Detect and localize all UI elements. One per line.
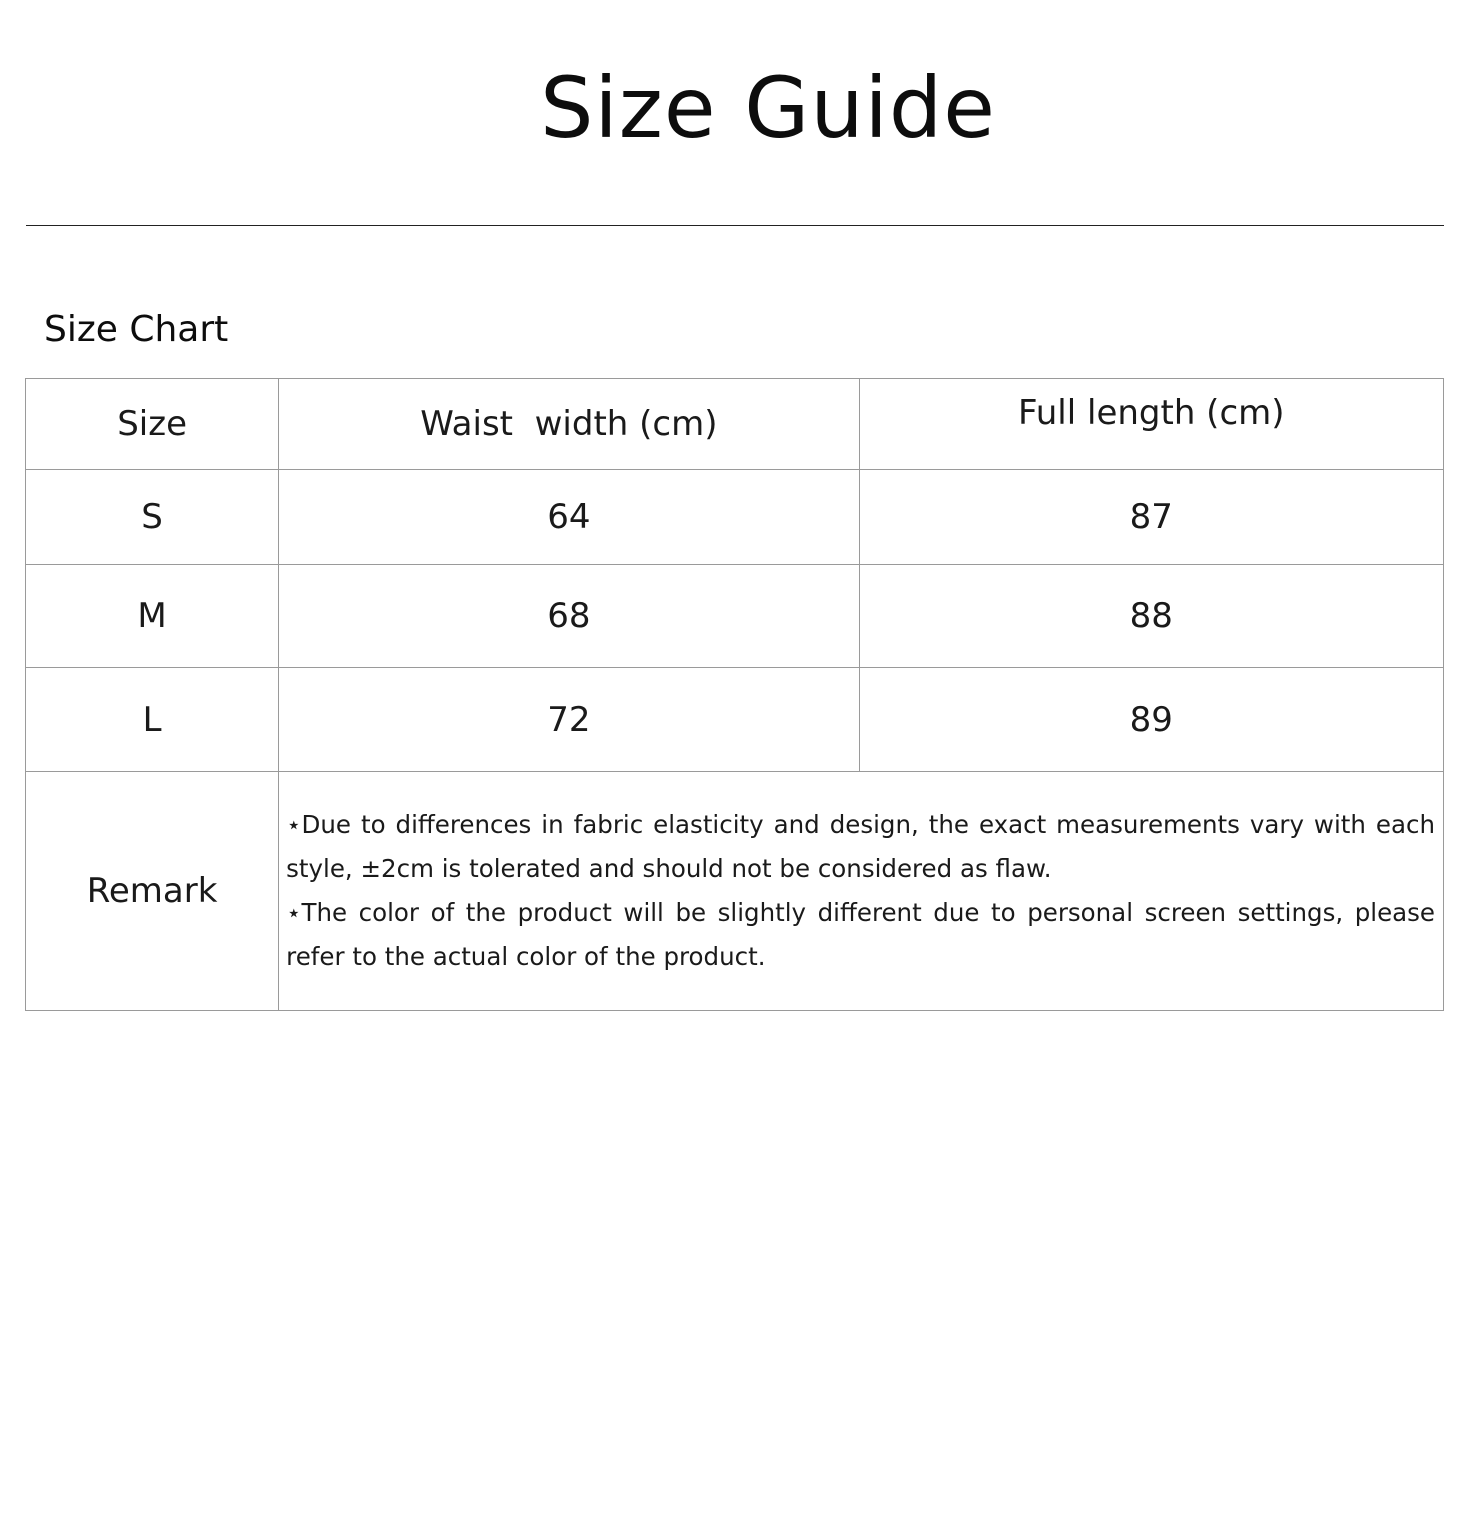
size-cell: S: [26, 470, 279, 565]
size-cell: M: [26, 565, 279, 668]
remark-note-color: ⋆The color of the product will be slightly different due to personal screen settings, please refer to the actual color of the product.: [286, 898, 1435, 971]
waist-cell: 64: [279, 470, 859, 565]
title-divider: [26, 225, 1444, 226]
table-row: [26, 668, 1444, 772]
table-row: [26, 470, 1444, 565]
size-chart-table: [25, 378, 1444, 1011]
length-cell: 88: [859, 565, 1443, 668]
page-title: Size Guide: [540, 59, 996, 157]
column-header-size: Size: [26, 379, 279, 470]
remark-content: [279, 772, 1444, 1011]
column-header-waist: Waist width (cm): [279, 379, 859, 470]
waist-cell: 68: [279, 565, 859, 668]
length-cell: 89: [859, 668, 1443, 772]
table-header-row: [26, 379, 1444, 470]
table-row: [26, 565, 1444, 668]
remark-row: [26, 772, 1444, 1011]
remark-note-elasticity: ⋆Due to differences in fabric elasticity and design, the exact measurements vary with each style, ±2cm is tolerated and should not be considered as flaw.: [286, 810, 1435, 883]
section-title: Size Chart: [44, 309, 229, 350]
length-cell: 87: [859, 470, 1443, 565]
waist-cell: 72: [279, 668, 859, 772]
size-cell: L: [26, 668, 279, 772]
column-header-length: Full length (cm): [859, 379, 1443, 470]
remark-label: Remark: [26, 772, 279, 1011]
